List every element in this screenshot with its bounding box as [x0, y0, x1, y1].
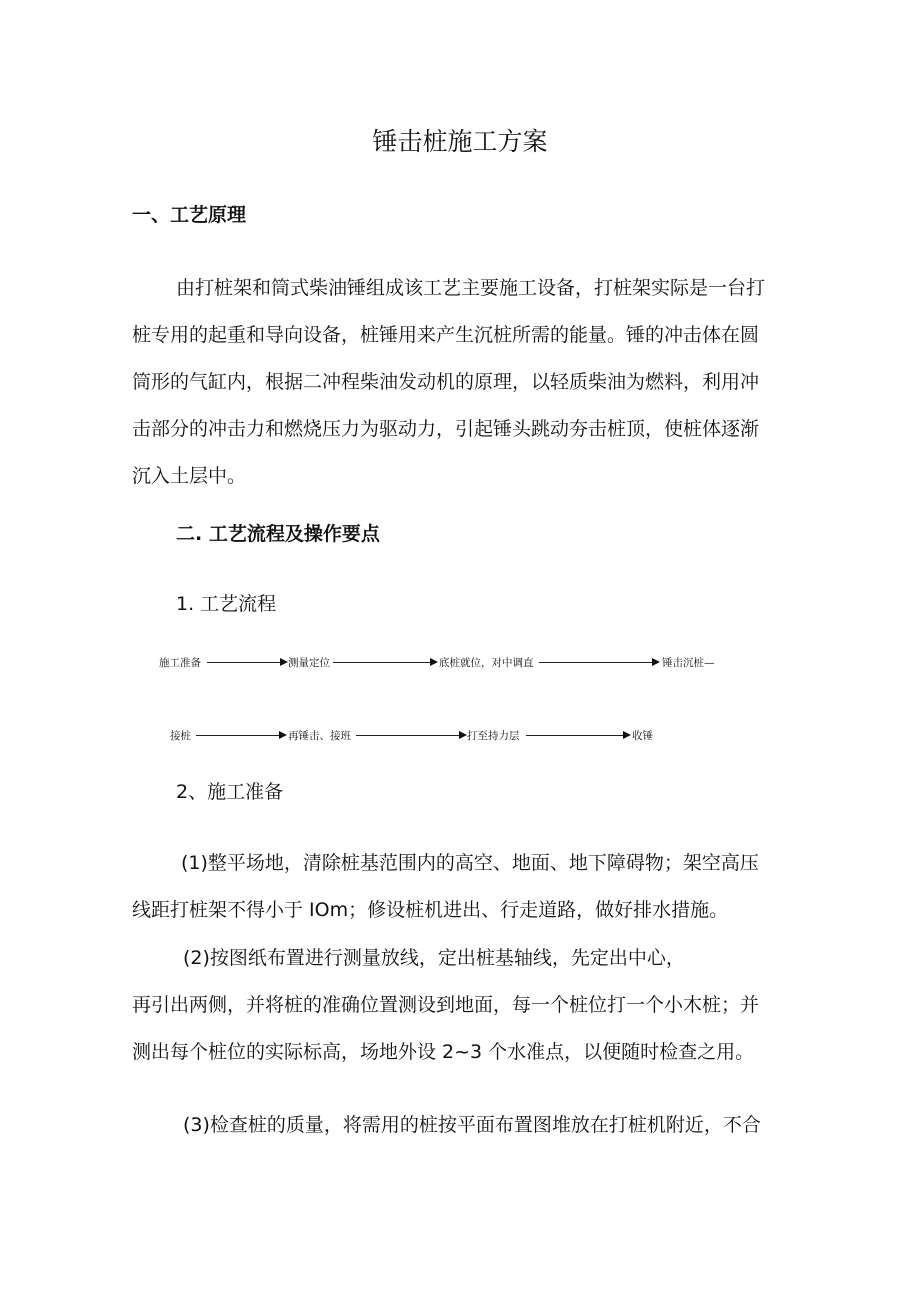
- flow-step-finish: 收锤: [632, 730, 653, 742]
- flow-arrow-icon: [539, 662, 653, 663]
- flow-step-rehammer: 再锤击、接班: [288, 730, 351, 742]
- section-2-heading: 二. 工艺流程及操作要点: [176, 523, 380, 545]
- section-1-line: 由打桩架和筒式柴油锤组成该工艺主要施工设备，打桩架实际是一台打: [176, 277, 766, 299]
- flow-step-bearing-layer: 打至持力层: [467, 730, 520, 742]
- document-title: 锤击桩施工方案: [372, 127, 548, 156]
- flow-step-hammer-sink: 锤击沉桩—: [662, 657, 715, 669]
- paragraph-2-line: 测出每个桩位的实际标高，场地外设 2~3 个水准点，以便随时检查之用。: [132, 1041, 755, 1063]
- flow-step-survey: 测量定位: [288, 657, 330, 669]
- section-1-line: 击部分的冲击力和燃烧压力为驱动力，引起锤头跳动夯击桩顶，使桩体逐渐: [132, 418, 760, 440]
- section-1-line: 沉入土层中。: [132, 465, 247, 487]
- flow-arrow-icon: [356, 735, 460, 736]
- subsection-preparation: 2、施工准备: [176, 781, 284, 803]
- section-1-line: 桩专用的起重和导向设备，桩锤用来产生沉桩所需的能量。锤的冲击体在圆: [132, 324, 760, 346]
- flow-arrow-icon: [333, 662, 431, 663]
- paragraph-1-line: 线距打桩架不得小于 IOm；修设桩机进出、行走道路，做好排水措施。: [132, 899, 729, 921]
- paragraph-2-line: 再引出两侧，并将桩的准确位置测设到地面，每一个桩位打一个小木桩；并: [132, 994, 760, 1016]
- section-1-line: 筒形的气缸内，根据二冲程柴油发动机的原理，以轻质柴油为燃料，利用冲: [132, 371, 760, 393]
- paragraph-3-line: (3)检查桩的质量，将需用的桩按平面布置图堆放在打桩机附近，不合: [183, 1114, 761, 1136]
- subsection-process-flow: 1. 工艺流程: [176, 593, 277, 615]
- paragraph-2-line: (2)按图纸布置进行测量放线，定出桩基轴线，先定出中心，: [183, 947, 685, 969]
- flow-step-position-pile: 底桩就位，对中调直: [439, 657, 534, 669]
- flow-step-prepare: 施工准备: [159, 657, 201, 669]
- flow-arrow-icon: [196, 735, 280, 736]
- paragraph-1-line: (1)整平场地，清除桩基范围内的高空、地面、地下障碍物；架空高压: [181, 852, 759, 874]
- flow-step-splice: 接桩: [170, 730, 191, 742]
- flow-arrow-icon: [207, 662, 281, 663]
- section-1-heading: 一、工艺原理: [132, 204, 247, 226]
- flow-arrow-icon: [526, 735, 624, 736]
